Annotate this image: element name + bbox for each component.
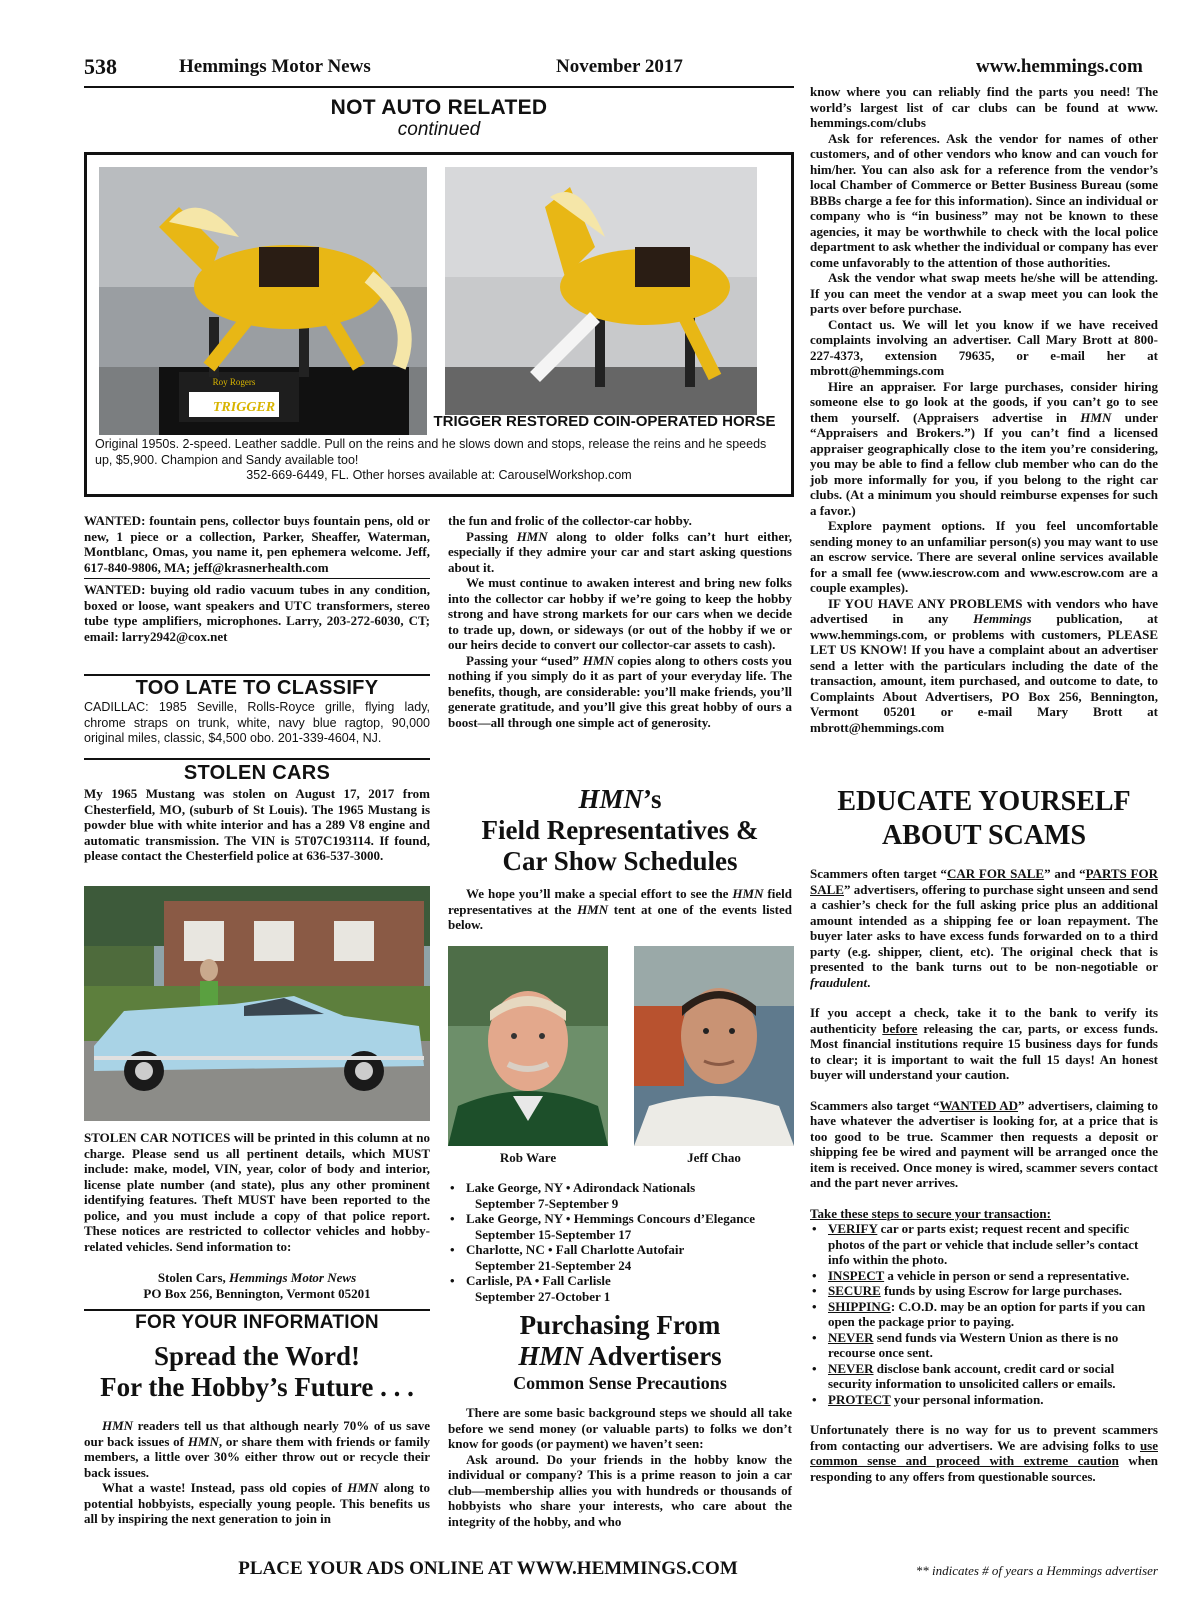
step-text: send funds via Western Union as there is no recourse once sent. — [828, 1329, 1119, 1360]
fyi-paragraph-4 — [448, 529, 792, 576]
text-run: ” and “ — [1044, 866, 1086, 881]
scams-paragraph-2 — [810, 1005, 1158, 1083]
hmn-italic: HMN — [582, 652, 614, 668]
purchasing-paragraph-8: Explore payment options. If you feel uncomfortable sending money to an unfamiliar person(s) you may want to use an escrow service. There are several online services available for a small fee (www.iescrow.com and www.escrow.com are a couple examples). — [810, 518, 1158, 595]
horse-photo-left — [99, 167, 427, 435]
event-item — [448, 1211, 792, 1242]
divider — [84, 758, 430, 760]
text-run: Passing your “used” — [466, 652, 583, 668]
purchasing-subtitle: Common Sense Precautions — [513, 1373, 727, 1393]
horse-ad-title: TRIGGER RESTORED COIN-OPERATED HORSE — [433, 413, 776, 430]
step-key: INSPECT — [828, 1267, 885, 1283]
step-item — [810, 1361, 1158, 1392]
event-item — [448, 1180, 792, 1211]
jeff-chao-photo — [634, 946, 794, 1146]
hmn-italic: HMN — [516, 528, 548, 544]
header-rule — [84, 86, 794, 88]
purchasing-paragraph-3: know where you can reliably find the parts you need! The world’s largest list of car clubs can be found at www. hemmings.com/clubs — [810, 84, 1158, 130]
stolen-addr-pub: Hemmings Motor News — [229, 1270, 357, 1285]
text-run: copies along to others costs you nothing if you simply do it as part of your everyday life. The benefits, though, are considerable: you’ll make friends, you’ll generate gratitude, and you’ll give this great hobby of ours a boost—all through one simple act of generosity. — [448, 652, 792, 730]
step-text: your personal information. — [890, 1391, 1044, 1407]
parts-for-sale-underlined: PARTS FOR SALE — [810, 866, 1158, 897]
purchasing-body — [448, 1405, 792, 1529]
too-late-text: CADILLAC: 1985 Seville, Rolls-Royce grille, flying lady, chrome straps on trunk, white, navy blue ragtop, 90,000 original miles, classic, $4,500 obo. 201-339-4604, NJ. — [84, 700, 430, 745]
text-run: IF YOU HAVE ANY PROBLEMS with vendors who have advertised in any — [810, 595, 1158, 626]
hmn-italic: HMN — [577, 901, 609, 917]
hmn-italic: HMN — [518, 1341, 583, 1371]
step-item — [810, 1221, 1158, 1268]
event-item — [448, 1273, 792, 1304]
purchasing-paragraph-9 — [810, 596, 1158, 736]
hmn-italic: HMN — [347, 1480, 379, 1495]
fyi-paragraph-3: the fun and frolic of the collector-car hobby. — [448, 513, 692, 528]
issue-date: November 2017 — [556, 56, 683, 77]
step-key: NEVER — [828, 1329, 874, 1345]
purchasing-paragraph-5: Ask the vendor what swap meets he/she will be attending. If you can meet the vendor at a swap meet you can look the parts over before purchase. — [810, 270, 1158, 316]
page-number: 538 — [84, 54, 117, 79]
event-dates: September 7-September 9 — [475, 1195, 619, 1211]
purchasing-paragraph-4: Ask for references. Ask the vendor for names of other customers, and of other vendors who know and can vouch for him/her. You can also ask for a reference from the vendor’s local Chamber of Commerce or Better Business Bureau (some BBBs charge a fee for this information). Since an individual or company who is “in business” may not be known to these agencies, it may be worthwhile to check with the local police department to ask whether the individual or company has ever come unfavorably to the attention of those authorities. — [810, 130, 1158, 270]
steps-title: Take these steps to secure your transaction: — [810, 1205, 1051, 1221]
caution-underlined: use common sense and proceed with extreme caution — [810, 1437, 1158, 1468]
left-column — [84, 513, 430, 644]
text-run: along to older folks can’t hurt either, especially if they admire your car and start asking questions about it. — [448, 528, 792, 575]
text-run: Advertisers — [582, 1341, 722, 1371]
fyi-paragraph-6 — [448, 653, 792, 731]
step-item — [810, 1268, 1158, 1284]
not-auto-related-title: NOT AUTO RELATED — [330, 96, 548, 119]
fyi-title: FOR YOUR INFORMATION — [135, 1312, 379, 1333]
text-run: , or share them with friends or family members, a little over 30% either throw out or recycle their back issues. — [84, 1433, 430, 1480]
text-run: ” advertisers, offering to purchase sight unseen and send a cashier’s check for the full asking price plus an additional amount intended as a shipping fee or loan repayment. The buyer later asks to have excess funds forwarded on to a third party (e.g. shipper, client, etc). The original check that is presented to the bank turns out to be non-negotiable or — [810, 881, 1158, 974]
step-key: NEVER — [828, 1360, 874, 1376]
hmn-italic: HMN — [732, 886, 764, 901]
stolen-address-line2: PO Box 256, Bennington, Vermont 05201 — [143, 1286, 371, 1301]
step-text: a vehicle in person or send a representative. — [884, 1267, 1130, 1283]
spread-word-headline1: Spread the Word! — [153, 1341, 361, 1371]
fyi-paragraph-1 — [84, 1418, 430, 1480]
event-location: • Charlotte, NC • Fall Charlotte Autofair — [466, 1242, 685, 1257]
event-item — [448, 1242, 792, 1273]
field-reps-title1 — [448, 784, 792, 815]
event-list — [448, 1180, 792, 1304]
text-run: along to potential hobbyists, especially young people. This benefits us all by inspiring the next generation to join in — [84, 1480, 431, 1526]
text-run: . — [867, 974, 871, 990]
purchasing-paragraph-2: Ask around. Do your friends in the hobby know the individual or company? This is a prime reason to join a car club—membership allies you with hundreds or thousands of hobbyists who share your interests, who care about the integrity of the hobby, and who — [448, 1451, 792, 1529]
horse-photo-right — [445, 167, 757, 415]
purchasing-paragraph-7 — [810, 379, 1158, 519]
text-run: under “Appraisers and Brokers.”) If you can’t find a licensed appraiser geographically close to the item you’re considering, you may be able to find a fellow club member who can do the job more informally for you, if you belong to the right car clubs. (At a minimum you should reimburse expenses for such a favor.) — [810, 409, 1158, 518]
spread-word-headline2: For the Hobby’s Future . . . — [100, 1372, 414, 1402]
event-location: • Lake George, NY • Adirondack Nationals — [466, 1180, 696, 1195]
field-reps-title2: Field Representatives & — [481, 815, 759, 845]
scams-body — [810, 866, 1158, 1484]
step-item — [810, 1330, 1158, 1361]
sign-trigger: TRIGGER — [212, 400, 276, 415]
hmn-italic: HMN — [187, 1433, 219, 1449]
field-reps-intro — [448, 886, 792, 933]
hmn-italic: HMN — [1080, 409, 1112, 425]
scams-title1: EDUCATE YOURSELF — [837, 786, 1131, 817]
text-run: field representatives at the — [448, 886, 792, 917]
scams-paragraph-1 — [810, 866, 1158, 990]
text-run: readers tell us that although nearly 70% of us save our back issues of — [84, 1418, 430, 1449]
text-run: Scammers often target “ — [810, 866, 947, 881]
stolen-addr-prefix: Stolen Cars, — [157, 1270, 229, 1285]
text-run: releasing the car, parts, or excess funds. Most financial institutions require 15 business days for funds to clear; it is important to wait the full 15 days! An honest buyer will understand your caution. — [810, 1020, 1158, 1082]
text-run: We hope you’ll make a special effort to see the — [466, 886, 733, 901]
field-reps-title3: Car Show Schedules — [502, 846, 738, 876]
divider — [84, 674, 430, 676]
step-text: disclose bank account, credit card or social security information to unsolicited callers or emails. — [828, 1360, 1116, 1391]
steps-list — [810, 1221, 1158, 1407]
hemmings-italic: Hemmings — [973, 611, 1032, 626]
step-key: SECURE — [828, 1283, 881, 1298]
before-underlined: before — [882, 1020, 918, 1036]
place-ads-banner[interactable]: PLACE YOUR ADS ONLINE AT WWW.HEMMINGS.COM — [238, 1558, 738, 1579]
website-link[interactable]: www.hemmings.com — [976, 56, 1143, 77]
car-for-sale-underlined: CAR FOR SALE — [946, 866, 1045, 881]
divider — [84, 1309, 430, 1311]
event-dates: September 21-September 24 — [475, 1257, 632, 1273]
step-text: funds by using Escrow for large purchases. — [880, 1283, 1123, 1298]
rob-ware-photo — [448, 946, 608, 1146]
text-run: Hire an appraiser. For large purchases, consider hiring someone else to go look at the goods, if you can’t go to see them yourself. (Appraisers advertise in — [810, 378, 1158, 425]
publication-name: Hemmings Motor News — [179, 56, 371, 77]
too-late-title: TOO LATE TO CLASSIFY — [135, 677, 379, 699]
advertiser-note: ** indicates # of years a Hemmings advertiser — [915, 1563, 1158, 1578]
step-text: car or parts exist; request recent and specific photos of the part or vehicle that include seller’s contact info within the photo. — [828, 1221, 1139, 1267]
text-run: Unfortunately there is no way for us to prevent scammers from contacting our advertisers. We are advising folks to — [810, 1422, 1158, 1453]
text-run: ” advertisers, claiming to have whatever the advertiser is looking for, at a price that is too good to be true. Scammer then requests a deposit or shipping fee be wired and payment will be arranged once the item is received. Once money is wired, scammer severs contact and the part never arrives. — [810, 1097, 1158, 1190]
step-text: : C.O.D. may be an option for parts if you can open the package prior to paying. — [828, 1298, 1146, 1329]
text-run: If you accept a check, take it to the bank to verify its authenticity — [810, 1005, 1158, 1036]
text-run: publication, at www.hemmings.com, or problems with customers, PLEASE LET US KNOW! If you have a complaint about an advertiser send a letter with the particulars including the date of the transaction, amount, item purchased, and outcome to date, to Complaints About Advertisers, PO Box 256, Bennington, Vermont 05201 or e-mail Mary Brott at mbrott@hemmings.com — [810, 611, 1159, 735]
fyi-paragraph-5: We must continue to awaken interest and bring new folks into the collector car hobby if we’re going to keep the hobby strong and have strong markets for our cars when we decide to trade up, down, or sideways (or out of the hobby if we or our heirs decide to convert our collector-car assets to cash). — [448, 575, 792, 652]
text-run: when responding to any offers from questionable sources. — [810, 1453, 1158, 1484]
wanted-fountain-pens: WANTED: fountain pens, collector buys fountain pens, old or new, 1 piece or a collection, Parker, Sheaffer, Waterman, Montblanc, Omas, you name it, pen ephemera welcome. Jeff, 617-840-9806, MA; jeff@krasnerhealth.com — [84, 513, 430, 575]
text-run: What a waste! Instead, pass old copies of — [102, 1480, 348, 1495]
text-run: tent at one of the events listed below. — [448, 901, 792, 932]
purchasing-paragraph-1: There are some basic background steps we should all take before we send money (or valuable parts) to folks we don’t know for goods (or payment) we haven’t seen: — [448, 1405, 792, 1451]
stolen-cars-title: STOLEN CARS — [183, 762, 331, 784]
horse-ad-text: Original 1950s. 2-speed. Leather saddle. Pull on the reins and he slows down and stops, release the reins and he speeds up, $5,900. Champion and Sandy available too! — [95, 437, 767, 467]
wanted-vacuum-tubes: WANTED: buying old radio vacuum tubes in any condition, boxed or loose, want speakers and UTC transformers, stereo tube type amplifiers, microphones. Larry, 203-272-6030, CT; email: larry2942@cox.net — [84, 582, 430, 644]
stolen-notice-text: STOLEN CAR NOTICES will be printed in this column at no charge. Please send us all pertinent details, which MUST include: make, model, VIN, year, color of body and interior, license plate number (and state), plus any other prominent identifying features. Theft MUST have been reported to the police, and you must include a copy of that police report. These notices are restricted to collector vehicles and hobby-related vehicles. Send information to: — [84, 1130, 430, 1254]
event-location: • Lake George, NY • Hemmings Concours d’Elegance — [466, 1211, 755, 1226]
stolen-mustang-text: My 1965 Mustang was stolen on August 17, 2017 from Chesterfield, MO, (suburb of St Louis). The 1965 Mustang is powder blue with white interior and has a 289 V8 engine and automatic transmission. The VIN is 5T07C193114. If found, please contact the Chesterfield police at 636-537-3000. — [84, 786, 430, 863]
text-run: Passing — [466, 528, 517, 544]
scams-final-paragraph — [810, 1422, 1158, 1484]
not-auto-related-subtitle: continued — [397, 119, 481, 140]
fyi-paragraph-2 — [84, 1480, 430, 1527]
rep-name-rob-ware: Rob Ware — [499, 1150, 557, 1165]
purchasing-title1: Purchasing From — [519, 1310, 721, 1340]
rep-name-jeff-chao: Jeff Chao — [687, 1150, 741, 1165]
middle-column-top — [448, 513, 792, 730]
text-run: ’s — [643, 784, 662, 814]
step-item — [810, 1299, 1158, 1330]
wanted-ad-underlined: WANTED AD — [939, 1097, 1019, 1113]
event-location: • Carlisle, PA • Fall Carlisle — [466, 1273, 611, 1288]
stolen-mustang-photo — [84, 886, 430, 1121]
right-column-top — [810, 84, 1158, 735]
scams-title2: ABOUT SCAMS — [881, 820, 1087, 851]
horse-ad-box — [84, 152, 794, 497]
scams-paragraph-3 — [810, 1098, 1158, 1191]
sign-roy-rogers: Roy Rogers — [212, 377, 256, 387]
fyi-body — [84, 1418, 430, 1527]
step-key: VERIFY — [828, 1221, 878, 1236]
event-dates: September 15-September 17 — [475, 1226, 632, 1242]
step-item — [810, 1283, 1158, 1299]
stolen-address-line1 — [84, 1270, 430, 1286]
text-run: Scammers also target “ — [810, 1097, 940, 1113]
step-key: PROTECT — [828, 1391, 891, 1407]
event-dates: September 27-October 1 — [475, 1288, 611, 1304]
purchasing-title2 — [448, 1341, 792, 1372]
divider — [84, 578, 430, 579]
horse-ad-contact: 352-669-6449, FL. Other horses available at: CarouselWorkshop.com — [246, 468, 632, 482]
hmn-italic: HMN — [102, 1418, 134, 1433]
fraudulent-italic: fraudulent — [810, 974, 868, 990]
purchasing-paragraph-6: Contact us. We will let you know if we have received complaints involving an advertiser. Call Mary Brott at 800-227-4373, extension 79635, or e-mail her at mbrott@hemmings.com — [810, 316, 1158, 378]
step-item — [810, 1392, 1158, 1408]
step-key: SHIPPING — [828, 1298, 891, 1314]
hmn-italic: HMN — [578, 784, 643, 814]
